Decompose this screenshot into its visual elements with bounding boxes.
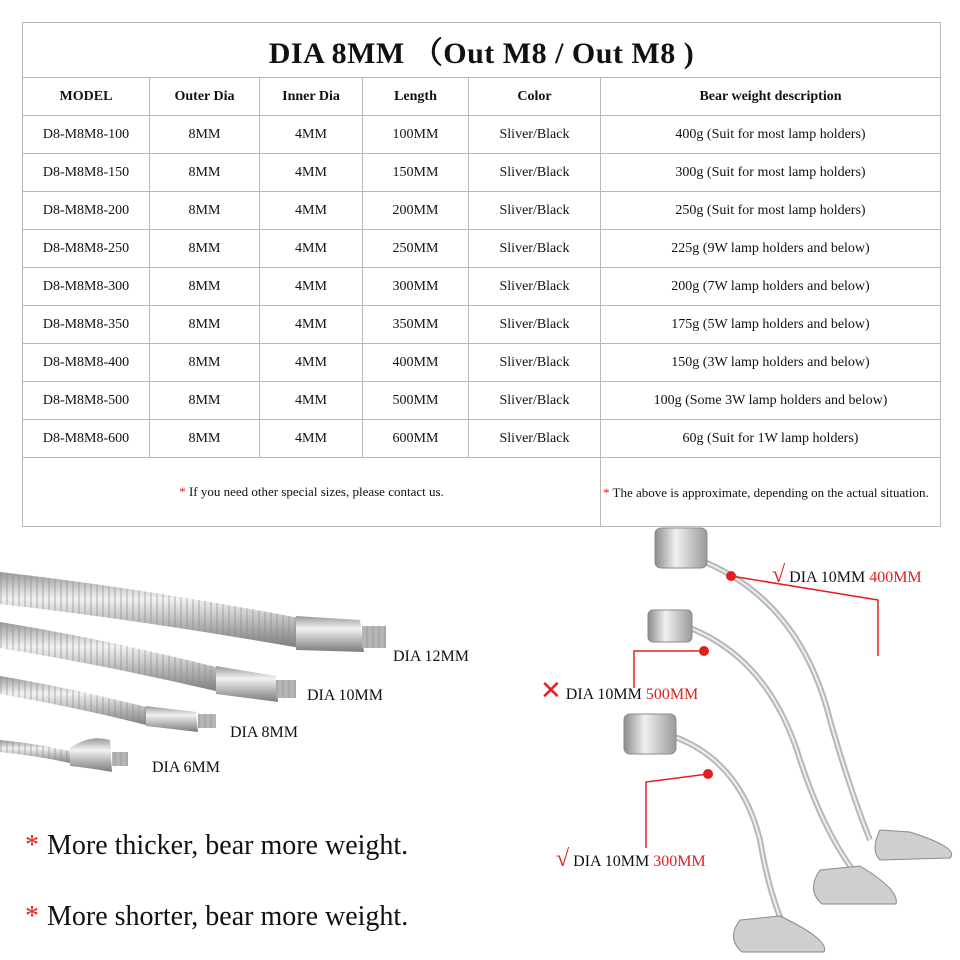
cell-length: 150MM [363,154,469,192]
cell-model: D8-M8M8-200 [23,192,150,230]
cell-outer-dia: 8MM [150,306,260,344]
diagram-label-300mm: √ DIA 10MM 300MM [556,846,706,872]
col-header-outer-dia: Outer Dia [150,78,260,116]
cell-model: D8-M8M8-350 [23,306,150,344]
cell-inner-dia: 4MM [260,420,363,458]
col-header-bear-weight: Bear weight description [601,78,941,116]
cell-model: D8-M8M8-150 [23,154,150,192]
cell-bear-weight: 225g (9W lamp holders and below) [601,230,941,268]
cell-length: 500MM [363,382,469,420]
cell-length: 400MM [363,344,469,382]
hose-6mm [0,738,128,772]
hose-label-12mm: DIA 12MM [393,648,470,665]
bullet-thicker: * More thicker, bear more weight. [25,830,409,861]
check-icon: √ [556,846,570,872]
cell-model: D8-M8M8-600 [23,420,150,458]
cell-model: D8-M8M8-500 [23,382,150,420]
cell-model: D8-M8M8-300 [23,268,150,306]
table-title: DIA 8MM （Out M8 / Out M8 ) [23,23,941,78]
cell-color: Sliver/Black [469,420,601,458]
cell-outer-dia: 8MM [150,116,260,154]
cell-color: Sliver/Black [469,154,601,192]
callout-dot [699,646,709,656]
cell-inner-dia: 4MM [260,116,363,154]
cell-model: D8-M8M8-250 [23,230,150,268]
cell-inner-dia: 4MM [260,154,363,192]
cell-outer-dia: 8MM [150,420,260,458]
col-header-model: MODEL [23,78,150,116]
callout-dot [703,769,713,779]
note-approx-text: The above is approximate, depending on the actual situation. [612,484,929,500]
hose-label-10mm: DIA 10MM [307,687,384,704]
cell-color: Sliver/Black [469,382,601,420]
cell-bear-weight: 175g (5W lamp holders and below) [601,306,941,344]
hose-8mm [0,676,216,732]
cell-bear-weight: 60g (Suit for 1W lamp holders) [601,420,941,458]
hose-label-6mm: DIA 6MM [152,759,221,776]
cell-bear-weight: 250g (Suit for most lamp holders) [601,192,941,230]
cell-length: 350MM [363,306,469,344]
cell-length: 600MM [363,420,469,458]
cell-model: D8-M8M8-400 [23,344,150,382]
diagram-label-500mm: ✕ DIA 10MM 500MM [540,676,699,705]
note-contact-text: If you need other special sizes, please contact us. [188,484,444,499]
cell-outer-dia: 8MM [150,268,260,306]
cell-inner-dia: 4MM [260,306,363,344]
col-header-length: Length [363,78,469,116]
note-marker: * [603,484,610,500]
diagram-label-400mm: √ DIA 10MM 400MM [772,562,922,588]
cell-length: 200MM [363,192,469,230]
cell-color: Sliver/Black [469,230,601,268]
cell-inner-dia: 4MM [260,230,363,268]
cell-inner-dia: 4MM [260,268,363,306]
cell-outer-dia: 8MM [150,382,260,420]
cell-bear-weight: 100g (Some 3W lamp holders and below) [601,382,941,420]
cell-color: Sliver/Black [469,192,601,230]
cell-inner-dia: 4MM [260,344,363,382]
cell-color: Sliver/Black [469,268,601,306]
col-header-inner-dia: Inner Dia [260,78,363,116]
cell-length: 300MM [363,268,469,306]
cell-outer-dia: 8MM [150,344,260,382]
cell-length: 100MM [363,116,469,154]
check-icon: √ [772,562,786,588]
bullet-shorter: * More shorter, bear more weight. [25,901,409,932]
cell-bear-weight: 150g (3W lamp holders and below) [601,344,941,382]
note-marker: * [179,484,186,499]
col-header-color: Color [469,78,601,116]
cell-outer-dia: 8MM [150,192,260,230]
callout-dot [726,571,736,581]
cell-color: Sliver/Black [469,306,601,344]
callout-300mm [646,774,708,848]
cell-color: Sliver/Black [469,116,601,154]
hose-label-8mm: DIA 8MM [230,724,299,741]
cell-bear-weight: 300g (Suit for most lamp holders) [601,154,941,192]
cross-icon: ✕ [540,676,562,705]
cell-color: Sliver/Black [469,344,601,382]
cell-inner-dia: 4MM [260,192,363,230]
cell-outer-dia: 8MM [150,230,260,268]
cell-bear-weight: 200g (7W lamp holders and below) [601,268,941,306]
cell-inner-dia: 4MM [260,382,363,420]
cell-length: 250MM [363,230,469,268]
cell-bear-weight: 400g (Suit for most lamp holders) [601,116,941,154]
cell-outer-dia: 8MM [150,154,260,192]
cell-model: D8-M8M8-100 [23,116,150,154]
